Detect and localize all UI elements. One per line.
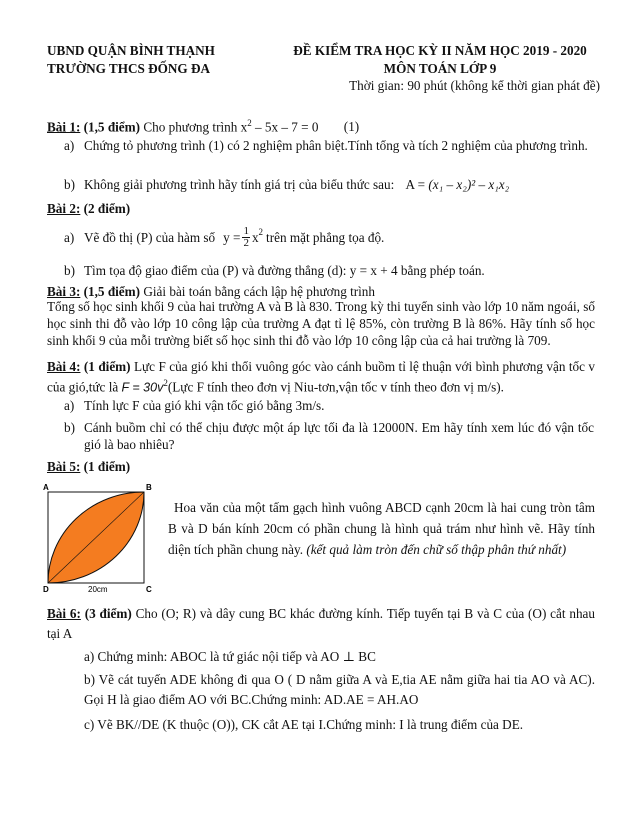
bai2-a-label: a) [64, 230, 75, 245]
bai4-b-label: b) [64, 420, 75, 435]
bai1-points: (1,5 điểm) [83, 119, 141, 135]
bai2-a-text1: Vẽ đồ thị (P) của hàm số [84, 229, 216, 245]
fraction-numerator: 1 [243, 224, 249, 237]
bai1-b-expr-a: A = [405, 177, 426, 192]
bai2-a-line: Vẽ đồ thị (P) của hàm số y = $\frac{1}{2}$ x $^2$ trên mặt phẳng tọa độ. [84, 224, 385, 249]
bai2-heading [47, 200, 130, 217]
header-district: UBND QUẬN BÌNH THẠNH [47, 43, 215, 58]
bai3-intro: Giải bài toán bằng cách lập hệ phương trình [143, 284, 375, 299]
bai4-points: (1 điểm) [83, 359, 131, 374]
bai1-a-label: a) [64, 138, 75, 153]
bai3-text: Tổng số học sinh khối 9 của hai trường A và B là 830. Trong kỳ thi tuyển sinh vào lớp 10 năm ngoái, số học sinh thi đỗ vào lớp 10 công lập của trường A đạt tỉ lệ 85%, còn trường B là 86%. Hãy tính số học sinh khối 9 của mỗi trường biết số học sinh thi đỗ vào lớp 10 công lập của cả hai trường là 709. [47, 299, 595, 348]
bai6-a: a) Chứng minh: ABOC là tứ giác nội tiếp và AO ⊥ BC [84, 649, 376, 664]
bai4-formula: F = 30v [121, 380, 164, 395]
bai2-a-text2: trên mặt phẳng tọa độ. [266, 229, 385, 245]
bai1-eq-number: (1) [343, 119, 360, 135]
bai2-fraction [242, 226, 250, 249]
bai1-equation: – 5x – 7 = 0 [251, 119, 319, 135]
label-d: D [43, 585, 49, 594]
bai3-points: (1,5 điểm) [83, 284, 141, 299]
bai4-title: Bài 4: [47, 359, 81, 374]
label-side: 20cm [88, 585, 108, 594]
bai1-b-expr: (x₁ – x₂)² – x₁x₂ [428, 177, 510, 192]
bai5-points: (1 điểm) [83, 459, 131, 474]
bai2-b-text: Tìm tọa độ giao điểm của (P) và đường thẳng (d): y = x + 4 bằng phép toán. [84, 263, 485, 278]
bai1-b-line [84, 176, 604, 193]
bai6-intro [47, 604, 595, 644]
bai6-c: c) Vẽ BK//DE (K thuộc (O)), CK cắt AE tại I.Chứng minh: I là trung điểm của DE. [84, 717, 524, 732]
bai5-heading [47, 458, 130, 475]
bai4-text1: Lực F của gió khi thổi vuông góc vào cánh buồm tỉ lệ thuận với bình phương vận tốc v của gió,tức là [47, 359, 596, 395]
label-b: B [146, 483, 152, 492]
label-a: A [43, 483, 49, 492]
bai5-note: (kết quả làm tròn đến chữ số thập phân thứ nhất) [306, 542, 567, 557]
exam-duration: Thời gian: 90 phút (không kể thời gian phát đề) [349, 78, 600, 93]
bai4-a-label: a) [64, 398, 75, 413]
bai1-intro: Cho phương trình x [143, 119, 248, 135]
bai2-points: (2 điểm) [83, 201, 131, 216]
exam-title: ĐỀ KIỂM TRA HỌC KỲ II NĂM HỌC 2019 - 2020 [293, 43, 587, 58]
bai5-text-main: Hoa văn của một tấm gạch hình vuông ABCD cạnh 20cm là hai cung tròn tâm B và D bán kính 20cm có phần chung là hình quả trám như hình vẽ. Hãy tính diện tích phần chung này. [168, 500, 595, 557]
bai5-figure [40, 482, 158, 594]
bai2-title: Bài 2: [47, 201, 81, 216]
bai1-a-text: Chứng tỏ phương trình (1) có 2 nghiệm phân biệt.Tính tổng và tích 2 nghiệm của phương trình. [84, 138, 588, 153]
bai6-points: (3 điểm) [84, 606, 132, 621]
bai1-b-label: b) [64, 177, 75, 192]
header-school: TRƯỜNG THCS ĐỐNG ĐA [47, 61, 211, 76]
bai6-b: b) Vẽ cát tuyến ADE không đi qua O ( D nằm giữa A và E,tia AE nằm giữa hai tia AO và AC). Gọi H là giao điểm AO với BC.Chứng minh: AD.AE = AH.AO [84, 672, 595, 707]
label-c: C [146, 585, 152, 594]
bai1-title: Bài 1: [47, 119, 81, 135]
bai6-title: Bài 6: [47, 606, 81, 621]
bai4-text: Bài 4: (1 điểm) Lực F của gió khi thổi vuông góc vào cánh buồm tỉ lệ thuận với bình phương vận tốc v của gió,tức là $F = 30v^2(Lực$ F tính theo đơn vị Niu-tơn,vận tốc v tính theo đơn vị m/s). [47, 359, 596, 395]
bai4-a-text: Tính lực F của gió khi vận tốc gió bằng 3m/s. [84, 398, 325, 413]
bai2-a-x: x [251, 229, 259, 245]
bai5-title: Bài 5: [47, 459, 81, 474]
bai4-b-text: Cánh buồm chỉ có thể chịu được một áp lực tối đa là 12000N. Em hãy tính xem lúc đó vận tốc gió là bao nhiêu? [84, 420, 594, 452]
bai1-heading: Bài 1: (1,5 điểm) Cho phương trình $x^2 - 5x - 7 = 0$ (1) [47, 118, 360, 135]
fraction-denominator: 2 [243, 236, 249, 249]
bai1-b-text: Không giải phương trình hãy tính giá trị của biểu thức sau: [84, 177, 395, 192]
bai6-intro-text: Cho (O; R) và dây cung BC khác đường kính. Tiếp tuyến tại B và C của (O) cắt nhau tại A [47, 606, 596, 641]
exam-subject: MÔN TOÁN LỚP 9 [383, 61, 497, 76]
bai2-b-label: b) [64, 263, 75, 278]
bai2-a-y: y = [223, 229, 241, 245]
bai4-text2: (Lực F tính theo đơn vị Niu-tơn,vận tốc v tính theo đơn vị m/s). [167, 379, 504, 395]
bai5-text [168, 497, 595, 560]
bai3-title: Bài 3: [47, 284, 81, 299]
